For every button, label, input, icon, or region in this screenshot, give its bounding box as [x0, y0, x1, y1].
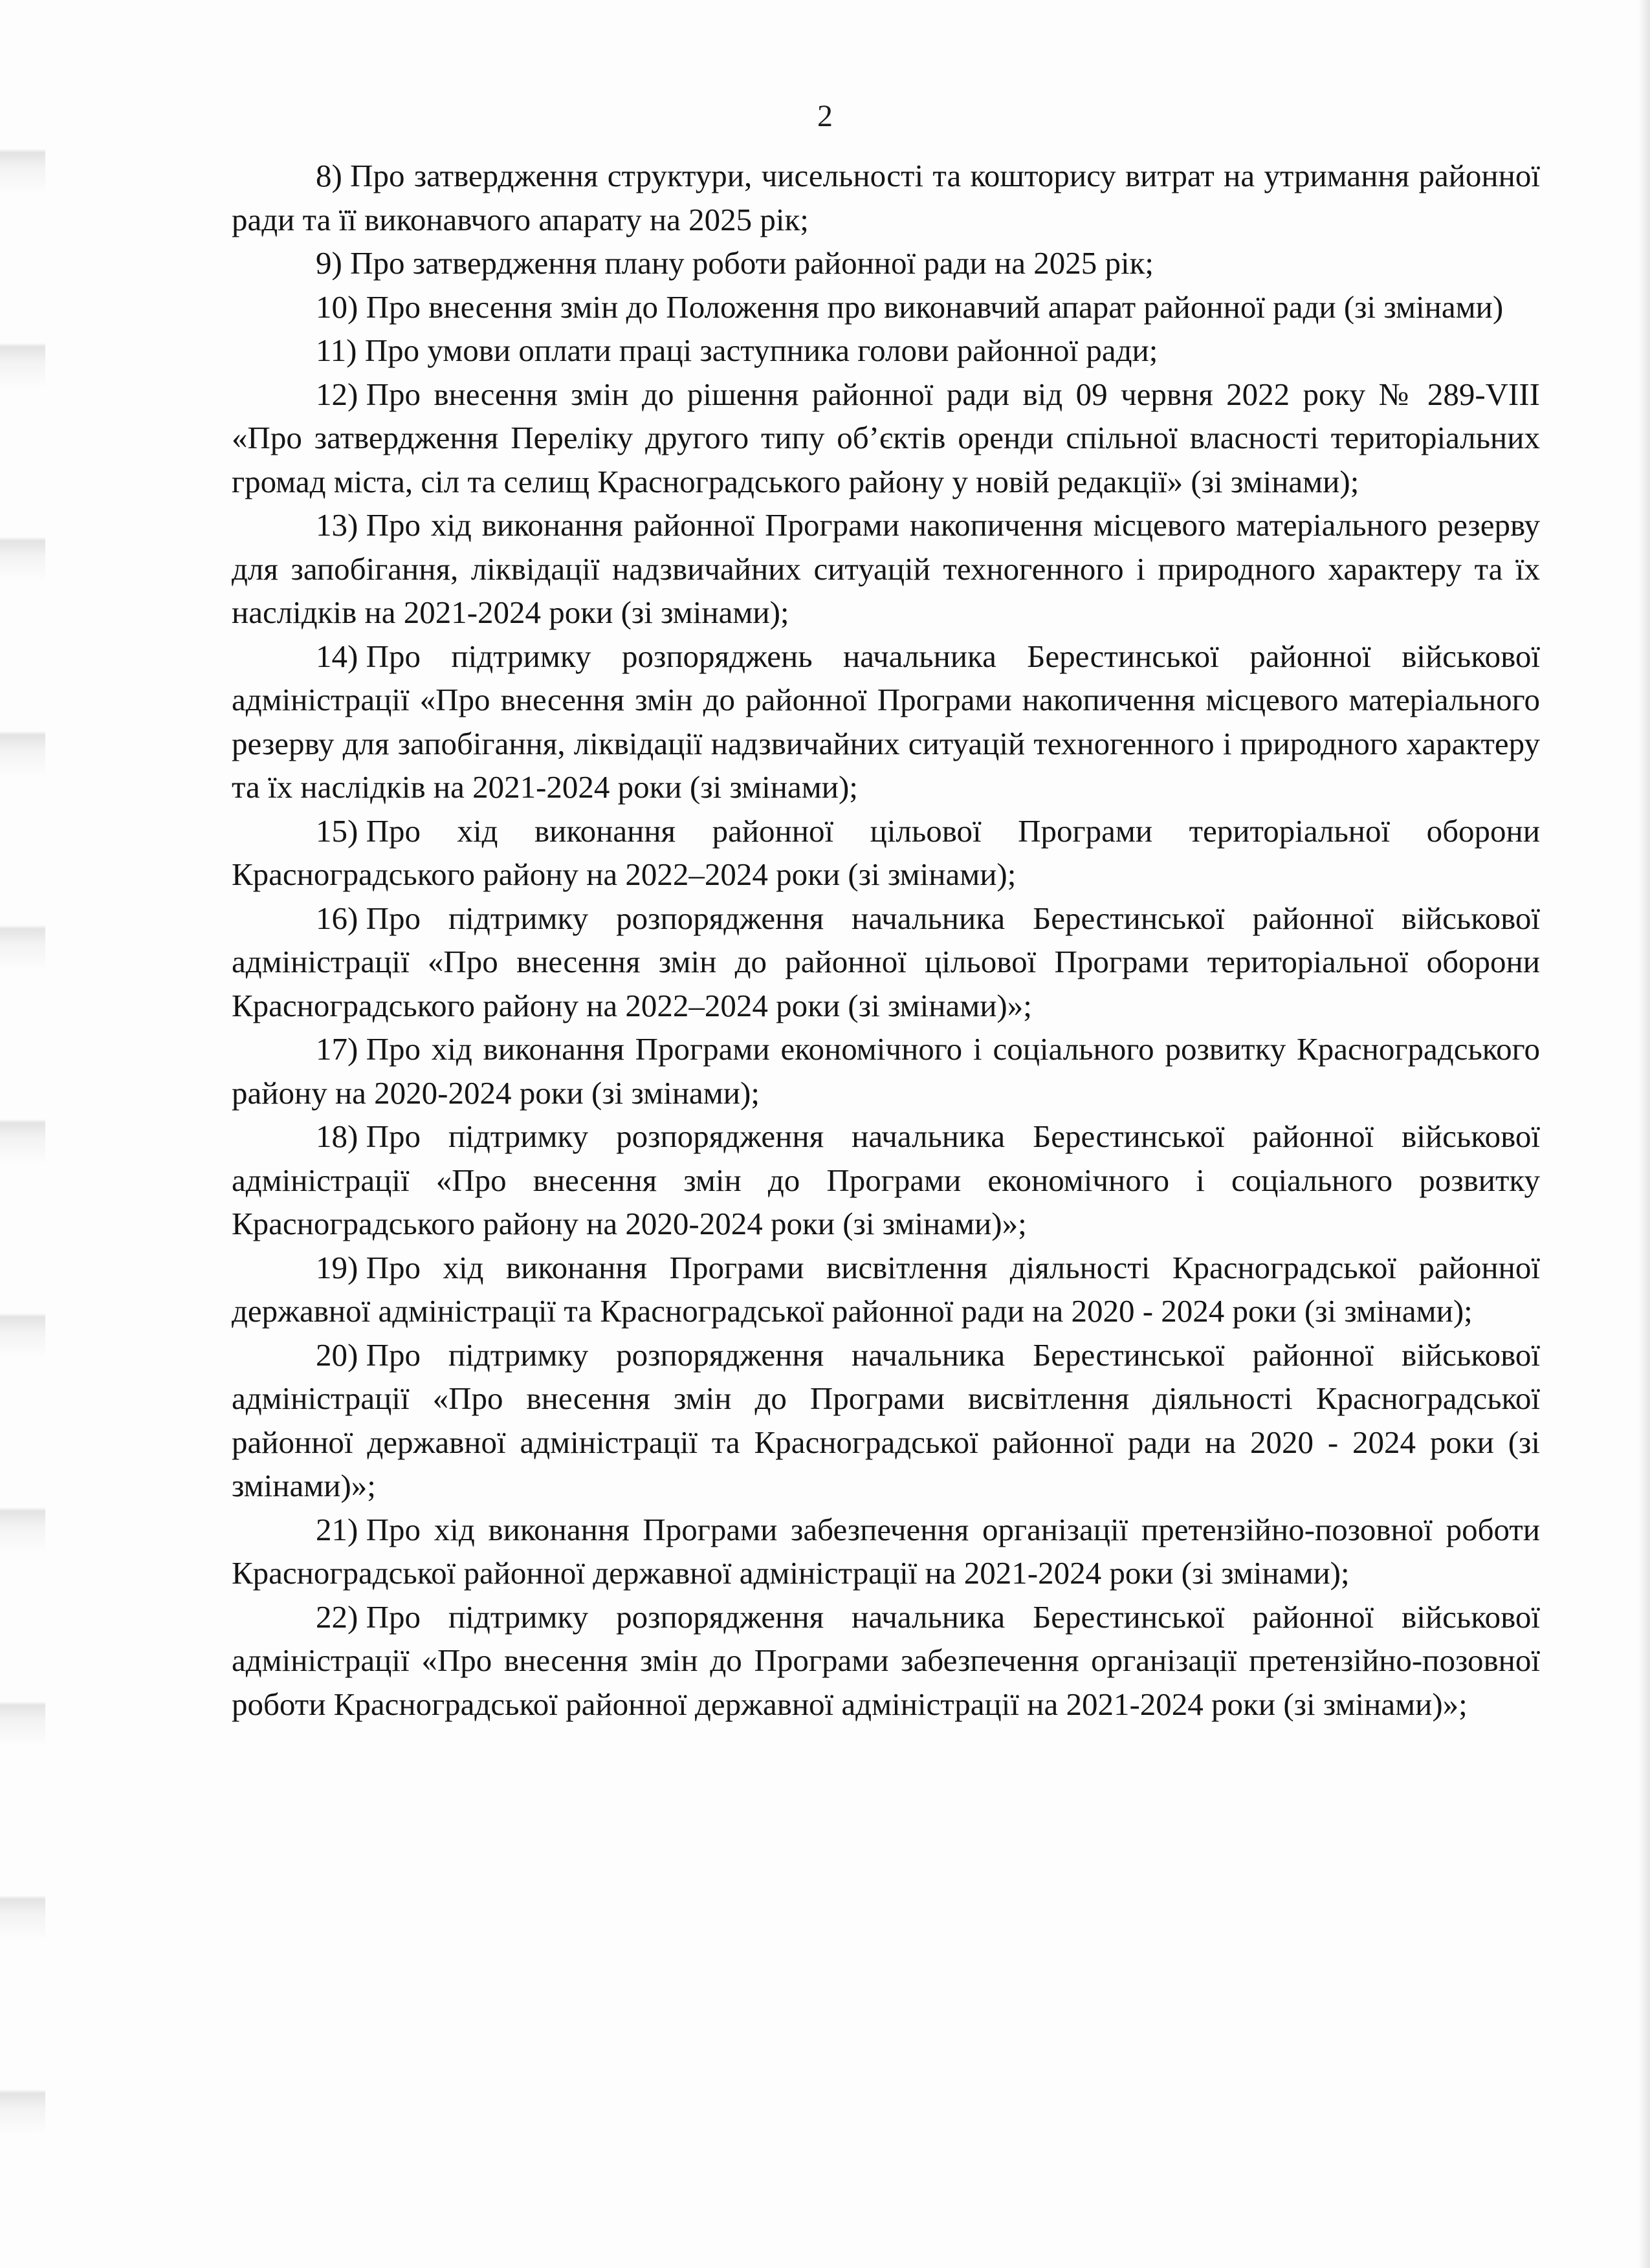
agenda-item-text: Про підтримку розпорядження начальника Берестинської районної військової адміністрації «Про внесення змін до Програми висвітлення діяльності Красноградської районної державної адміністрації та Красноградської районної ради на 2020 - 2024 роки (зі змінами)»;: [232, 1336, 1540, 1503]
agenda-item-text: Про підтримку розпорядження начальника Берестинської районної військової адміністрації «Про внесення змін до районної цільової Програми територіальної оборони Красноградського району на 2022–2024 роки (зі змінами)»;: [232, 900, 1540, 1023]
agenda-item-text: Про внесення змін до Положення про виконавчий апарат районної ради (зі змінами): [366, 289, 1504, 325]
scan-shadow-right: [1638, 0, 1650, 2268]
agenda-item-number: 20): [316, 1336, 358, 1373]
agenda-item-number: 18): [316, 1118, 358, 1154]
agenda-item-8: [232, 154, 1540, 241]
agenda-item-text: Про затвердження плану роботи районної ради на 2025 рік;: [350, 245, 1154, 281]
agenda-item-16: [232, 897, 1540, 1028]
agenda-item-18: [232, 1115, 1540, 1246]
agenda-item-11: [232, 329, 1540, 373]
agenda-item-15: [232, 809, 1540, 897]
agenda-item-number: 16): [316, 900, 358, 936]
agenda-item-9: [232, 241, 1540, 285]
agenda-item-20: [232, 1333, 1540, 1508]
agenda-item-text: Про хід виконання районної Програми накопичення місцевого матеріального резерву для запобігання, ліквідації надзвичайних ситуацій техногенного і природного характеру та їх наслідків на 2021-2024 роки (зі змінами);: [232, 507, 1540, 630]
agenda-item-text: Про хід виконання районної цільової Програми територіальної оборони Красноградського району на 2022–2024 роки (зі змінами);: [232, 812, 1540, 892]
agenda-item-21: [232, 1508, 1540, 1595]
agenda-item-number: 9): [316, 245, 342, 281]
agenda-list: [232, 154, 1540, 1726]
agenda-item-14: [232, 635, 1540, 809]
agenda-item-number: 21): [316, 1511, 358, 1547]
agenda-item-text: Про внесення змін до рішення районної ради від 09 червня 2022 року № 289-VIII «Про затвердження Переліку другого типу об’єктів оренди спільної власності територіальних громад міста, сіл та селищ Красноградського району у новій редакції» (зі змінами);: [232, 376, 1540, 499]
agenda-item-12: [232, 373, 1540, 504]
agenda-item-19: [232, 1246, 1540, 1333]
agenda-item-text: Про затвердження структури, чисельності та кошторису витрат на утримання районної ради та її виконавчого апарату на 2025 рік;: [232, 158, 1540, 237]
agenda-item-13: [232, 503, 1540, 635]
agenda-item-17: [232, 1027, 1540, 1115]
agenda-item-text: Про умови оплати праці заступника голови районної ради;: [364, 333, 1158, 368]
agenda-item-number: 14): [316, 638, 358, 674]
agenda-item-text: Про хід виконання Програми висвітлення діяльності Красноградської районної державної адміністрації та Красноградської районної ради на 2020 - 2024 роки (зі змінами);: [232, 1249, 1540, 1329]
agenda-item-number: 12): [316, 376, 358, 412]
agenda-item-number: 10): [316, 289, 358, 325]
agenda-item-number: 15): [316, 812, 358, 849]
scan-shadow-left: [0, 0, 45, 2268]
agenda-item-22: [232, 1595, 1540, 1727]
agenda-item-text: Про хід виконання Програми економічного і соціального розвитку Красноградського району на 2020-2024 роки (зі змінами);: [232, 1031, 1540, 1111]
agenda-item-number: 11): [316, 333, 357, 368]
agenda-item-text: Про підтримку розпорядження начальника Берестинської районної військової адміністрації «Про внесення змін до Програми забезпечення організації претензійно-позовної роботи Красноградської районної державної адміністрації на 2021-2024 роки (зі змінами)»;: [232, 1598, 1540, 1722]
agenda-item-number: 22): [316, 1598, 358, 1635]
agenda-item-number: 13): [316, 507, 358, 543]
agenda-item-number: 19): [316, 1249, 358, 1285]
agenda-item-10: [232, 285, 1540, 329]
agenda-item-text: Про підтримку розпоряджень начальника Берестинської районної військової адміністрації «Про внесення змін до районної Програми накопичення місцевого матеріального резерву для запобігання, ліквідації надзвичайних ситуацій техногенного і природного характеру та їх наслідків на 2021-2024 роки (зі змінами);: [232, 638, 1540, 805]
agenda-item-text: Про підтримку розпорядження начальника Берестинської районної військової адміністрації «Про внесення змін до Програми економічного і соціального розвитку Красноградського району на 2020-2024 роки (зі змінами)»;: [232, 1118, 1540, 1241]
agenda-item-text: Про хід виконання Програми забезпечення організації претензійно-позовної роботи Красноградської районної державної адміністрації на 2021-2024 роки (зі змінами);: [232, 1511, 1540, 1591]
page-number: 2: [817, 99, 833, 133]
agenda-item-number: 8): [316, 158, 342, 193]
agenda-item-number: 17): [316, 1031, 358, 1067]
